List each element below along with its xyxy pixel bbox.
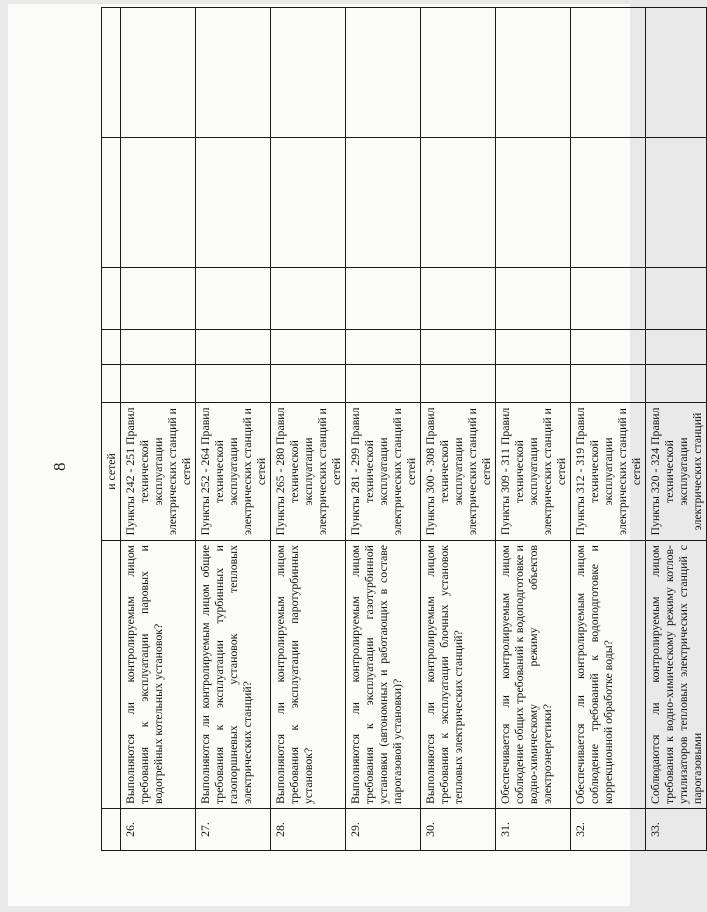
note-cell[interactable] <box>571 138 646 268</box>
answer-na-cell[interactable] <box>571 268 646 330</box>
question-text: Выполняются ли контролируемым лицом требования к эксплуатации блочных установок тепловых электрических станций? <box>421 541 496 809</box>
answer-no-cell[interactable] <box>646 330 707 365</box>
answer-no-cell[interactable] <box>496 330 571 365</box>
question-text: Выполняются ли контролируемым лицом требования к эксплуатации паротурбинных установок? <box>271 541 346 809</box>
table-row <box>346 8 421 851</box>
answer-yes-cell[interactable] <box>646 365 707 403</box>
answer-no-cell[interactable] <box>346 330 421 365</box>
note-cell[interactable] <box>346 138 421 268</box>
answer-yes-cell[interactable] <box>196 365 271 403</box>
note-cell[interactable] <box>121 8 196 138</box>
row-number: 31. <box>496 809 571 851</box>
row-number: 26. <box>121 809 196 851</box>
page-number: 8 <box>50 462 69 471</box>
table-row-continuation <box>102 8 121 851</box>
answer-no-cell[interactable] <box>571 330 646 365</box>
cell-empty <box>102 268 121 330</box>
document-sheet <box>8 4 704 906</box>
row-number: 27. <box>196 809 271 851</box>
answer-yes-cell[interactable] <box>421 365 496 403</box>
question-text: Обеспечивается ли контролируемым лицом соблюдение общих требований к водоподготовке и водно-химическому режиму объектов электроэнергетики? <box>496 541 571 809</box>
cell-empty <box>102 8 121 138</box>
answer-na-cell[interactable] <box>421 268 496 330</box>
answer-yes-cell[interactable] <box>496 365 571 403</box>
reference-text: Пункты 300 - 308 Правил технической эксплуатации электрических станций и сетей <box>421 403 496 541</box>
note-cell[interactable] <box>496 8 571 138</box>
answer-no-cell[interactable] <box>121 330 196 365</box>
reference-text: Пункты 265 - 280 Правил технической эксплуатации электрических станций и сетей <box>271 403 346 541</box>
note-cell[interactable] <box>646 138 707 268</box>
rotated-document-page <box>8 4 704 904</box>
reference-text: Пункты 252 - 264 Правил технической эксплуатации электрических станций и сетей <box>196 403 271 541</box>
table-row <box>421 8 496 851</box>
row-number: 29. <box>346 809 421 851</box>
table-row <box>646 8 707 851</box>
row-number: 33. <box>646 809 707 851</box>
table-row <box>121 8 196 851</box>
cell-empty <box>102 809 121 851</box>
answer-na-cell[interactable] <box>271 268 346 330</box>
note-cell[interactable] <box>571 8 646 138</box>
answer-na-cell[interactable] <box>196 268 271 330</box>
table-row <box>571 8 646 851</box>
note-cell[interactable] <box>496 138 571 268</box>
answer-yes-cell[interactable] <box>571 365 646 403</box>
cell-empty <box>102 541 121 809</box>
note-cell[interactable] <box>646 8 707 138</box>
answer-na-cell[interactable] <box>496 268 571 330</box>
note-cell[interactable] <box>196 138 271 268</box>
answer-no-cell[interactable] <box>421 330 496 365</box>
answer-yes-cell[interactable] <box>346 365 421 403</box>
question-text: Обеспечивается ли контролируемым лицом соблюдение требований к водоподготовке и коррекционной обработке воды? <box>571 541 646 809</box>
question-text: Выполняются ли контролируемым лицом требования к эксплуатации газотурбинной установки (автономных и работающих в составе парогазовой установки)? <box>346 541 421 809</box>
note-cell[interactable] <box>196 8 271 138</box>
cell-empty <box>102 330 121 365</box>
answer-yes-cell[interactable] <box>271 365 346 403</box>
answer-na-cell[interactable] <box>346 268 421 330</box>
table-row <box>196 8 271 851</box>
note-cell[interactable] <box>346 8 421 138</box>
reference-text: Пункты 309 - 311 Правил технической эксплуатации электрических станций и сетей <box>496 403 571 541</box>
answer-no-cell[interactable] <box>271 330 346 365</box>
question-text: Выполняются ли контролируемым лицом общие требования к эксплуатации турбинных и газопоршневых установок тепловых электрических станций? <box>196 541 271 809</box>
reference-text: Пункты 320 - 324 Правил технической эксплуатации электрических станций <box>646 403 707 541</box>
table-row <box>496 8 571 851</box>
reference-text: Пункты 281 - 299 Правил технической эксплуатации электрических станций и сетей <box>346 403 421 541</box>
question-text: Выполняются ли контролируемым лицом требования к эксплуатации паровых и водогрейных котельных установок? <box>121 541 196 809</box>
note-cell[interactable] <box>271 138 346 268</box>
row-number: 32. <box>571 809 646 851</box>
answer-yes-cell[interactable] <box>121 365 196 403</box>
note-cell[interactable] <box>121 138 196 268</box>
checklist-table <box>101 7 707 851</box>
cell-empty <box>102 365 121 403</box>
note-cell[interactable] <box>271 8 346 138</box>
reference-continuation: и сетей <box>102 403 121 541</box>
cell-empty <box>102 138 121 268</box>
reference-text: Пункты 312 - 319 Правил технической эксплуатации электрических станций и сетей <box>571 403 646 541</box>
note-cell[interactable] <box>421 8 496 138</box>
answer-no-cell[interactable] <box>196 330 271 365</box>
table-row <box>271 8 346 851</box>
row-number: 30. <box>421 809 496 851</box>
question-text: Соблюдаются ли контролируемым лицом требования к водно-химическому режиму котлов-утилизаторов тепловых электрических станций с парогазовыми <box>646 541 707 809</box>
row-number: 28. <box>271 809 346 851</box>
note-cell[interactable] <box>421 138 496 268</box>
answer-na-cell[interactable] <box>121 268 196 330</box>
answer-na-cell[interactable] <box>646 268 707 330</box>
reference-text: Пункты 242 - 251 Правил технической эксплуатации электрических станций и сетей <box>121 403 196 541</box>
